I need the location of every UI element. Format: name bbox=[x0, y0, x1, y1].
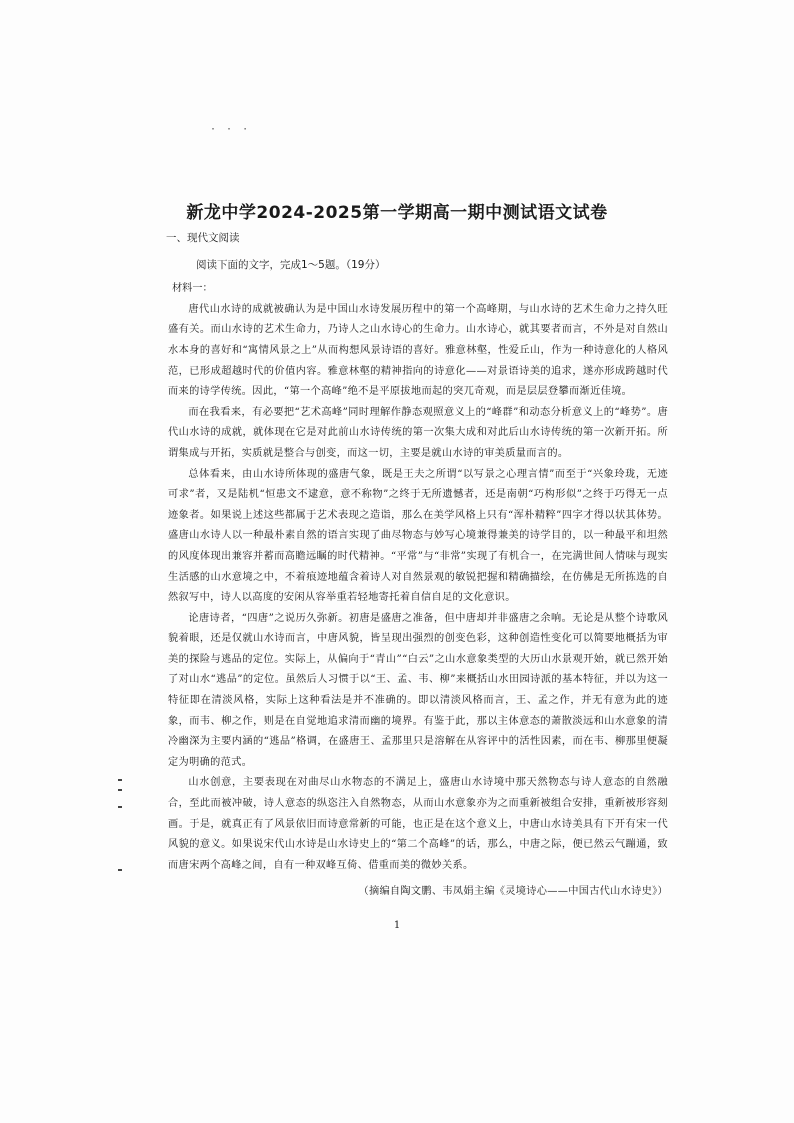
section-heading: 一、现代文阅读 bbox=[166, 232, 240, 244]
paragraph: 论唐诗者，“四唐”之说历久弥新。初唐是盛唐之准备，但中唐却并非盛唐之余响。无论是从整个诗歌风貌着眼，还是仅就山水诗而言，中唐风貌，皆呈现出强烈的创变色彩，这种创造性变化可以简要地概括为审美的探险与逃品的定位。实际上，从偏向于“青山”“白云”之山水意象类型的大历山水景观开始，就已然开始了对山水“逃品”的定位。虽然后人习惯于以“王、孟、韦、柳”来概括山水田园诗派的基本特征，并以为这一特征即在清淡风格，实际上这种看法是并不准确的。即以清淡风格而言，王、孟之作，并无有意为此的迹象，而韦、柳之作，则是在自觉地追求清而幽的境界。有鉴于此，那以主体意态的萧散淡远和山水意象的清冷幽深为主要内涵的“逃品”格调，在盛唐王、孟那里只是溶解在从容评中的活性因素，而在韦、柳那里便凝定为明确的范式。 bbox=[168, 612, 668, 768]
paragraph: 山水创意，主要表现在对曲尽山水物态的不满足上，盛唐山水诗境中那天然物态与诗人意态的自然融合，至此而被冲破，诗人意态的纵恣注入自然物态，从而山水意象亦为之而重新被组合安排，重新被形容刻画。于是，就真正有了风景依旧而诗意常新的可能，也正是在这个意义上，中唐山水诗美具有下开有宋一代风貌的意义。如果说宋代山水诗是山水诗史上的“第二个高峰”的话，那么，中唐之际，便已然云气蹦通，致而唐宋两个高峰之间，自有一种双峰互倚、借重而美的微妙关系。 bbox=[168, 777, 668, 871]
exam-title: 新龙中学2024-2025第一学期高一期中测试语文试卷 bbox=[186, 203, 608, 223]
source-citation: （摘编自陶文鹏、韦凤娟主编《灵境诗心——中国古代山水诗史》） bbox=[358, 886, 668, 898]
paragraph: 总体看来，由山水诗所体现的盛唐气象，既是王夫之所谓“以写景之心理言情”而至于“兴象玲珑，无迹可求”者，又是陆机“恒患文不逮意，意不称物”之终于无所遗憾者，还是南朝“巧构形似”之终于巧得无一点迹象者。如果说上述这些都属于艺术表现之造诣，那么在美学风格上只有“浑朴精粹”四字才得以状其体势。盛唐山水诗人以一种最朴素自然的语言实现了曲尽物态与妙写心境兼得兼美的诗学目的，以一种最平和坦然的风度体现出兼容并蓄而高瞻远瞩的时代精神。“平常”与“非常”实现了有机合一，在完满世间人情味与现实生活感的山水意境之中，不着痕迹地蕴含着诗人对自然景观的敏锐把握和精确描绘，在仿佛是无所拣选的自然叙写中，诗人以高度的安闲从容举重若轻地寄托着自信自足的文化意识。 bbox=[168, 468, 668, 604]
material-label: 材料一： bbox=[172, 283, 213, 295]
question-instruction: 阅读下面的文字，完成1～5题。（19分） bbox=[196, 258, 386, 271]
paragraph: 而在我看来，有必要把“艺术高峰”同时理解作静态观照意义上的“峰群”和动态分析意义上的“峰势”。唐代山水诗的成就，就体现在它是对此前山水诗传统的第一次集大成和对此后山水诗传统的第一次新开拓。所谓集成与开拓，实质就是整合与创变，而这一切，主要是就山水诗的审美质量而言的。 bbox=[168, 406, 668, 459]
margin-mark bbox=[118, 789, 122, 791]
margin-mark bbox=[118, 869, 122, 871]
margin-mark bbox=[118, 779, 122, 781]
paragraph: 唐代山水诗的成就被确认为是中国山水诗发展历程中的第一个高峰期，与山水诗的艺术生命力之持久旺盛有关。而山水诗的艺术生命力，乃诗人之山水诗心的生命力。山水诗心，就其要者而言，不外是对自然山水本身的喜好和“寓情风景之上”从而构想风景诗语的喜好。雅意林壑，性爱丘山，作为一种诗意化的人格风范，已形成超越时代的价值内容。雅意林壑的精神指向的诗意化——对景语诗美的追求，遂亦形成跨越时代而来的诗学传统。因此，“第一个高峰”绝不是平原拔地而起的突兀奇观，而是层层登攀而渐近佳境。 bbox=[168, 303, 668, 398]
page-number: 1 bbox=[393, 920, 401, 931]
scan-specks: · · · bbox=[210, 124, 251, 135]
margin-mark bbox=[118, 806, 122, 808]
reading-section bbox=[168, 228, 668, 903]
